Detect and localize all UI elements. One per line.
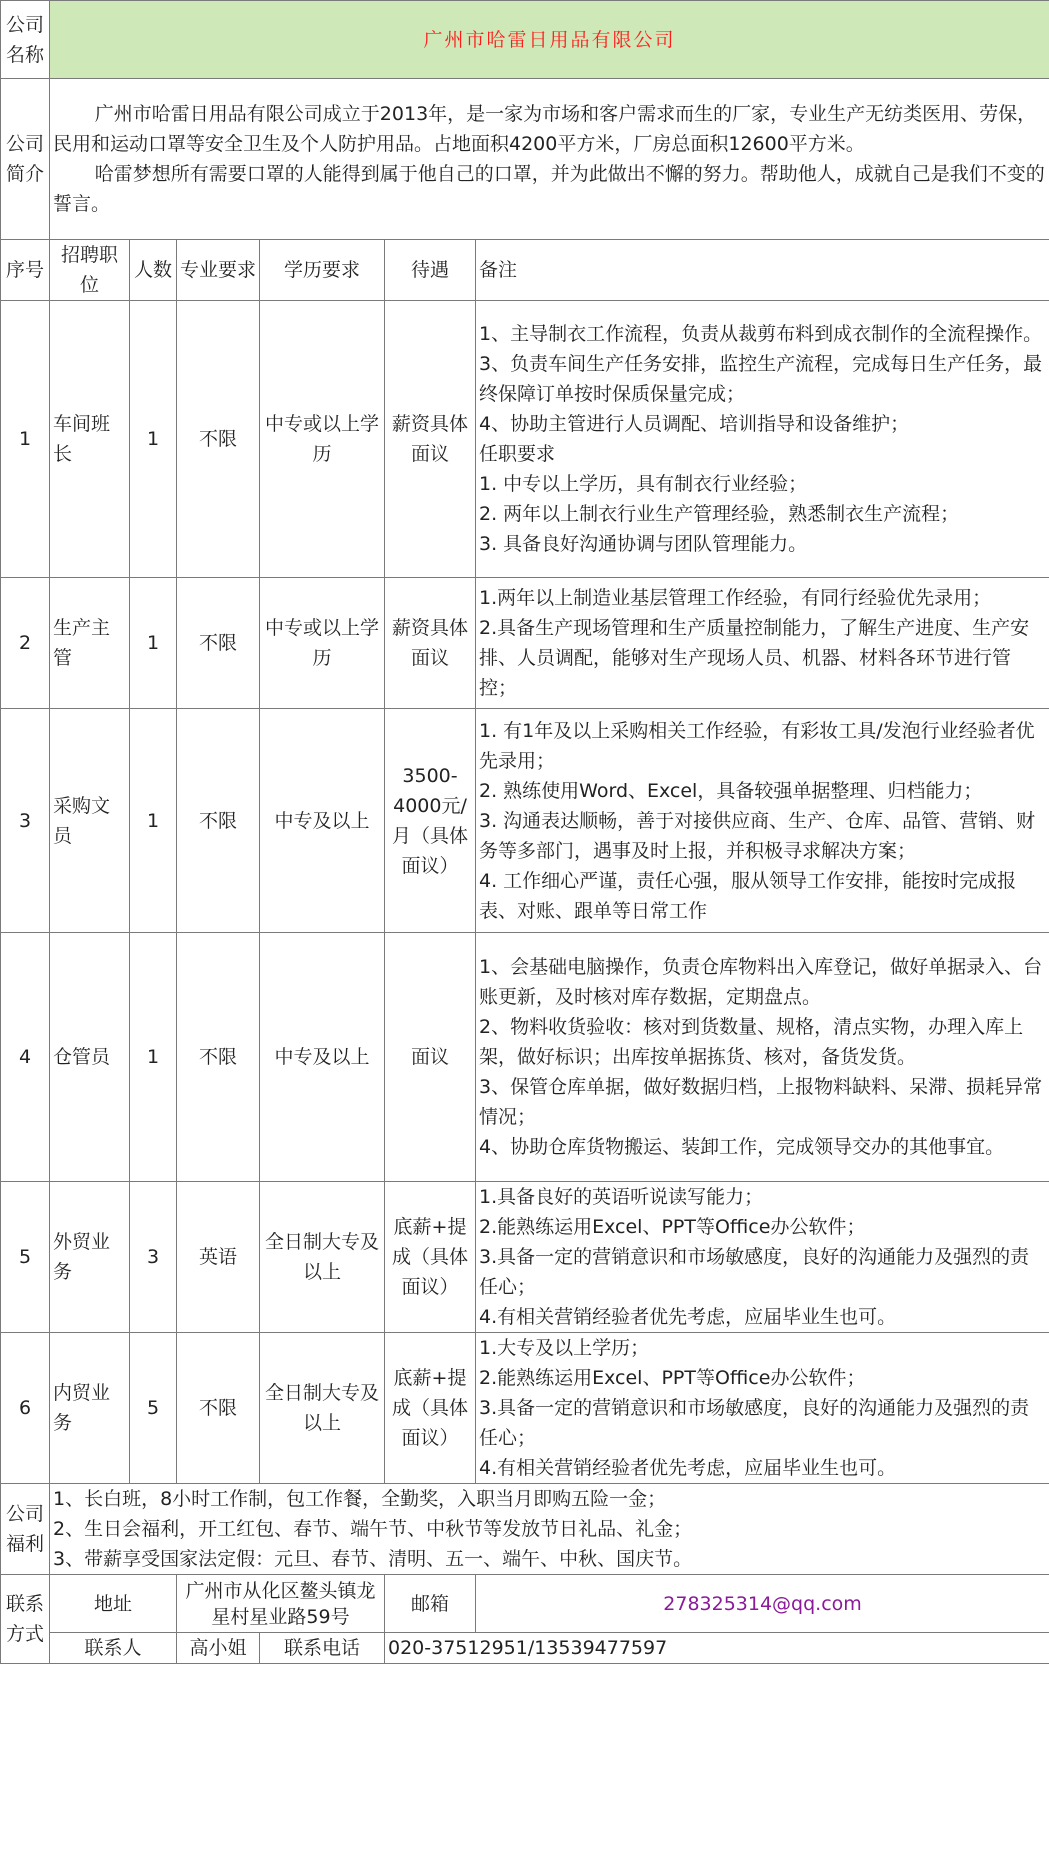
benefit-line: 3、带薪享受国家法定假：元旦、春节、清明、五一、端午、中秋、国庆节。: [53, 1548, 693, 1570]
header-pay: 待遇: [385, 240, 476, 301]
email-label: 邮箱: [385, 1575, 476, 1633]
note-line: 4.有相关营销经验者优先考虑，应届毕业生也可。: [479, 1306, 897, 1328]
address-label: 地址: [50, 1575, 177, 1633]
job-count: 1: [130, 301, 177, 578]
person-label: 联系人: [50, 1633, 177, 1664]
job-row: [1, 933, 1049, 1182]
job-notes: [476, 933, 1049, 1182]
job-row: [1, 578, 1049, 709]
job-no: 3: [1, 709, 50, 933]
job-major: 不限: [177, 1333, 260, 1484]
contact-row: [1, 1575, 1049, 1633]
note-line: 1. 中专以上学历，具有制衣行业经验；: [479, 473, 808, 495]
note-line: 3、保管仓库单据，做好数据归档，上报物料缺料、呆滞、损耗异常情况；: [479, 1076, 1043, 1128]
email-value: 278325314@qq.com: [476, 1575, 1049, 1633]
header-notes: 备注: [476, 240, 1049, 301]
benefits-label: 公司福利: [1, 1484, 50, 1575]
job-pay: 底薪+提成（具体面议）: [385, 1333, 476, 1484]
job-count: 1: [130, 709, 177, 933]
note-line: 2.具备生产现场管理和生产质量控制能力，了解生产进度、生产安排、人员调配，能够对生产现场人员、机器、材料各环节进行管控；: [479, 617, 1030, 699]
header-major: 专业要求: [177, 240, 260, 301]
job-major: 不限: [177, 578, 260, 709]
job-no: 2: [1, 578, 50, 709]
note-line: 4. 工作细心严谨，责任心强，服从领导工作安排，能按时完成报表、对账、跟单等日常工作: [479, 869, 1017, 922]
job-pay: 3500-4000元/月（具体面议）: [385, 709, 476, 933]
job-pay: 薪资具体面议: [385, 578, 476, 709]
company-name-title: 广州市哈雷日用品有限公司: [50, 1, 1049, 79]
note-line: 3. 具备良好沟通协调与团队管理能力。: [479, 533, 808, 555]
job-major: 不限: [177, 709, 260, 933]
job-title: 车间班长: [50, 301, 130, 578]
header-edu: 学历要求: [260, 240, 385, 301]
benefit-line: 1、长白班，8小时工作制，包工作餐，全勤奖，入职当月即购五险一金；: [53, 1488, 667, 1510]
intro-paragraph: 哈雷梦想所有需要口罩的人能得到属于他自己的口罩，并为此做出不懈的努力。帮助他人，成就自己是我们不变的誓言。: [53, 163, 1045, 215]
job-no: 5: [1, 1182, 50, 1333]
job-pay: 底薪+提成（具体面议）: [385, 1182, 476, 1333]
job-row: [1, 1182, 1049, 1333]
note-line: 2. 熟练使用Word、Excel，具备较强单据整理、归档能力；: [479, 779, 983, 802]
header-count: 人数: [130, 240, 177, 301]
note-line: 1、会基础电脑操作，负责仓库物料出入库登记，做好单据录入、台账更新，及时核对库存数据，定期盘点。: [479, 956, 1043, 1008]
job-notes: [476, 709, 1049, 933]
phone-label: 联系电话: [260, 1633, 385, 1664]
job-row: [1, 709, 1049, 933]
note-line: 任职要求: [479, 443, 556, 465]
job-no: 4: [1, 933, 50, 1182]
benefits-row: [1, 1484, 1049, 1575]
job-count: 1: [130, 578, 177, 709]
job-no: 6: [1, 1333, 50, 1484]
job-edu: 中专或以上学历: [260, 301, 385, 578]
job-major: 英语: [177, 1182, 260, 1333]
job-notes: [476, 578, 1049, 709]
job-pay: 薪资具体面议: [385, 301, 476, 578]
benefits-list: [50, 1484, 1049, 1575]
job-title: 生产主管: [50, 578, 130, 709]
header-no: 序号: [1, 240, 50, 301]
job-title: 采购文员: [50, 709, 130, 933]
job-major: 不限: [177, 301, 260, 578]
job-title: 仓管员: [50, 933, 130, 1182]
contact-row-2: [1, 1633, 1049, 1664]
note-line: 2、物料收货验收：核对到货数量、规格，清点实物，办理入库上架，做好标识；出库按单据拣货、核对，备货发货。: [479, 1016, 1024, 1068]
job-edu: 中专及以上: [260, 709, 385, 933]
note-line: 2.能熟练运用Excel、PPT等Office办公软件；: [479, 1216, 866, 1238]
intro-paragraph: 广州市哈雷日用品有限公司成立于2013年，是一家为市场和客户需求而生的厂家，专业生产无纺类医用、劳保，民用和运动口罩等安全卫生及个人防护用品。占地面积4200平方米，厂房总面积12600平方米。: [53, 103, 1037, 155]
job-pay: 面议: [385, 933, 476, 1182]
note-line: 3.具备一定的营销意识和市场敏感度，良好的沟通能力及强烈的责任心；: [479, 1397, 1030, 1449]
job-edu: 中专或以上学历: [260, 578, 385, 709]
job-edu: 全日制大专及以上: [260, 1182, 385, 1333]
note-line: 1、主导制衣工作流程，负责从裁剪布料到成衣制作的全流程操作。: [479, 323, 1043, 345]
intro-label: 公司简介: [1, 79, 50, 240]
note-line: 4、协助仓库货物搬运、装卸工作，完成领导交办的其他事宜。: [479, 1136, 1005, 1158]
job-notes: [476, 301, 1049, 578]
benefit-line: 2、生日会福利，开工红包、春节、端午节、中秋节等发放节日礼品、礼金；: [53, 1518, 693, 1540]
note-line: 1. 有1年及以上采购相关工作经验，有彩妆工具/发泡行业经验者优先录用；: [479, 719, 1035, 772]
job-count: 3: [130, 1182, 177, 1333]
contact-label: 联系方式: [1, 1575, 50, 1664]
job-no: 1: [1, 301, 50, 578]
note-line: 1.具备良好的英语听说读写能力；: [479, 1186, 764, 1208]
note-line: 4、协助主管进行人员调配、培训指导和设备维护；: [479, 413, 910, 435]
note-line: 3. 沟通表达顺畅，善于对接供应商、生产、仓库、品管、营销、财务等多部门，遇事及时上报，并积极寻求解决方案；: [479, 809, 1036, 862]
job-row: [1, 1333, 1049, 1484]
job-edu: 全日制大专及以上: [260, 1333, 385, 1484]
note-line: 2. 两年以上制衣行业生产管理经验，熟悉制衣生产流程；: [479, 503, 960, 525]
phone-value: 020-37512951/13539477597: [385, 1633, 1049, 1664]
job-notes: [476, 1182, 1049, 1333]
note-line: 1.两年以上制造业基层管理工作经验，有同行经验优先录用；: [479, 587, 992, 609]
company-intro: [50, 79, 1049, 240]
job-major: 不限: [177, 933, 260, 1182]
job-count: 1: [130, 933, 177, 1182]
note-line: 1.大专及以上学历；: [479, 1337, 650, 1359]
note-line: 3、负责车间生产任务安排，监控生产流程，完成每日生产任务，最终保障订单按时保质保量完成；: [479, 353, 1043, 405]
header-title: 招聘职位: [50, 240, 130, 301]
job-title: 内贸业务: [50, 1333, 130, 1484]
person-value: 高小姐: [177, 1633, 260, 1664]
job-notes: [476, 1333, 1049, 1484]
address-value: 广州市从化区鳌头镇龙星村星业路59号: [177, 1575, 385, 1633]
note-line: 4.有相关营销经验者优先考虑，应届毕业生也可。: [479, 1457, 897, 1479]
header-row: [1, 240, 1049, 301]
note-line: 3.具备一定的营销意识和市场敏感度，良好的沟通能力及强烈的责任心；: [479, 1246, 1030, 1298]
job-title: 外贸业务: [50, 1182, 130, 1333]
job-count: 5: [130, 1333, 177, 1484]
job-row: [1, 301, 1049, 578]
company-name-label: 公司名称: [1, 1, 50, 79]
job-edu: 中专及以上: [260, 933, 385, 1182]
note-line: 2.能熟练运用Excel、PPT等Office办公软件；: [479, 1367, 866, 1389]
